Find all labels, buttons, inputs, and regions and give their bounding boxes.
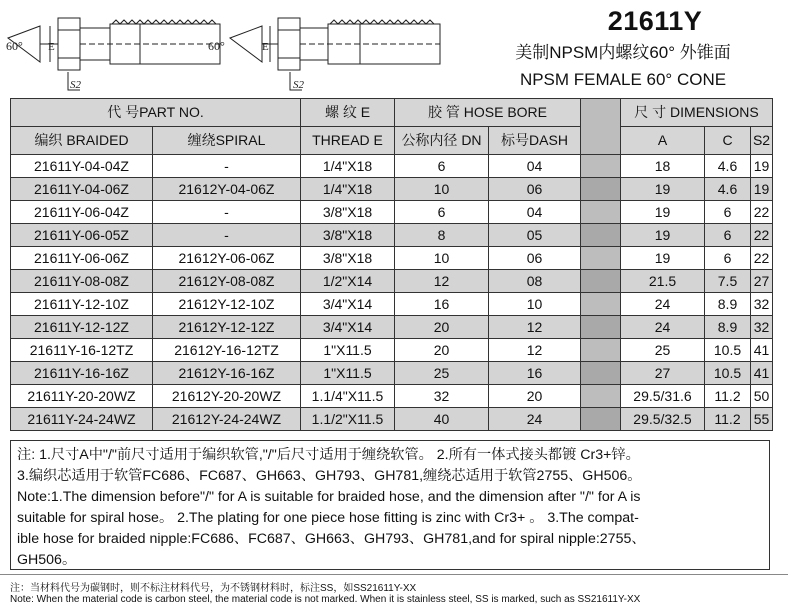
spiral-cell: 21612Y-12-12Z [153, 316, 301, 339]
braided-cell: 21611Y-20-20WZ [11, 385, 153, 408]
a-cell: 29.5/32.5 [621, 408, 705, 431]
dn-cell: 20 [395, 316, 489, 339]
thread-cell: 1"X11.5 [301, 362, 395, 385]
note-line: 注: 1.尺寸A中"/"前尺寸适用于编织软管,"/"后尺寸适用于缠绕软管。 2.所有一体式接头都镀 Cr3+锌。 [17, 447, 640, 463]
s2-header: S2 [751, 127, 773, 155]
table-row [11, 362, 773, 385]
c-cell: 10.5 [705, 339, 751, 362]
thread-cell: 3/4"X14 [301, 293, 395, 316]
braided-cell: 21611Y-04-04Z [11, 155, 153, 178]
thread-cell: 1.1/4"X11.5 [301, 385, 395, 408]
subtitle-english: NPSM FEMALE 60° CONE [519, 70, 727, 89]
s2-cell: 50 [751, 385, 773, 408]
thread-cell: 3/8"X18 [301, 201, 395, 224]
dn-cell: 6 [395, 155, 489, 178]
dn-cell: 40 [395, 408, 489, 431]
spiral-cell: - [153, 201, 301, 224]
braided-cell: 21611Y-06-05Z [11, 224, 153, 247]
spiral-cell: 21612Y-04-06Z [153, 178, 301, 201]
c-cell: 11.2 [705, 385, 751, 408]
table-row [11, 224, 773, 247]
subtitle-chinese: 美制NPSM内螺纹60° 外锥面 [515, 43, 731, 62]
note-line: suitable for spiral hose。 2.The plating for one piece hose fitting is zinc with Cr3+ 。 3.The compat- [17, 510, 639, 526]
table-row [11, 270, 773, 293]
hose-bore-header: 胶 管 HOSE BORE [395, 99, 581, 127]
table-row [11, 247, 773, 270]
table-row [11, 201, 773, 224]
dn-cell: 16 [395, 293, 489, 316]
table-row [11, 155, 773, 178]
thread-cell: 1/4"X18 [301, 178, 395, 201]
thread-header: THREAD E [301, 127, 395, 155]
dn-cell: 10 [395, 178, 489, 201]
c-cell: 6 [705, 201, 751, 224]
blank-cell [581, 224, 621, 247]
table-row [11, 385, 773, 408]
s2-label-1: S2 [70, 79, 81, 91]
braided-cell: 21611Y-16-12TZ [11, 339, 153, 362]
dn-header: 公称内径 DN [395, 127, 489, 155]
blank-cell [581, 155, 621, 178]
dash-cell: 05 [489, 224, 581, 247]
c-cell: 6 [705, 247, 751, 270]
table-row [11, 339, 773, 362]
dash-cell: 24 [489, 408, 581, 431]
s2-label-2: S2 [293, 79, 304, 91]
footer-note-chinese: 注：当材料代号为碳钢时，则不标注材料代号，为不锈钢材料时，标注SS，如SS21611Y-XX [10, 583, 417, 594]
blank-cell [581, 247, 621, 270]
braided-cell: 21611Y-24-24WZ [11, 408, 153, 431]
dash-cell: 06 [489, 178, 581, 201]
a-cell: 29.5/31.6 [621, 385, 705, 408]
s2-cell: 32 [751, 316, 773, 339]
footer-note-english: Note: When the material code is carbon steel, the material code is not marked. When it is stainless steel, SS is marked, such as SS21611Y-XX [10, 594, 641, 605]
spiral-cell: 21612Y-24-24WZ [153, 408, 301, 431]
spiral-header: 缠绕SPIRAL [153, 127, 301, 155]
c-cell: 4.6 [705, 155, 751, 178]
thread-cell: 1/2"X14 [301, 270, 395, 293]
s2-cell: 22 [751, 201, 773, 224]
dash-cell: 12 [489, 316, 581, 339]
blank-cell [581, 385, 621, 408]
dash-cell: 04 [489, 155, 581, 178]
blank-cell [581, 362, 621, 385]
fitting-drawings [0, 0, 470, 96]
c-cell: 8.9 [705, 293, 751, 316]
braided-header: 编织 BRAIDED [11, 127, 153, 155]
a-cell: 24 [621, 293, 705, 316]
s2-cell: 19 [751, 178, 773, 201]
table-row [11, 293, 773, 316]
a-cell: 19 [621, 178, 705, 201]
fitting-drawing-spiral [230, 18, 440, 90]
a-header: A [621, 127, 705, 155]
sub-header-row [11, 127, 773, 155]
blank-cell [581, 408, 621, 431]
fitting-drawing-braided [8, 18, 220, 90]
a-cell: 19 [621, 247, 705, 270]
note-line: 3.编织芯适用于软管FC686、FC687、GH663、GH793、GH781,缠绕芯适用于软管2755、GH506。 [17, 468, 642, 484]
blank-header-cell [581, 99, 621, 155]
table-row [11, 316, 773, 339]
braided-cell: 21611Y-12-12Z [11, 316, 153, 339]
thread-cell: 1/4"X18 [301, 155, 395, 178]
dn-cell: 6 [395, 201, 489, 224]
spiral-cell: 21612Y-06-06Z [153, 247, 301, 270]
dash-cell: 12 [489, 339, 581, 362]
braided-cell: 21611Y-06-06Z [11, 247, 153, 270]
note-line: Note:1.The dimension before"/" for A is suitable for braided hose, and the dimension after "/" for A is [17, 489, 641, 505]
table-body [11, 155, 773, 431]
a-cell: 27 [621, 362, 705, 385]
blank-cell [581, 178, 621, 201]
s2-cell: 27 [751, 270, 773, 293]
blank-cell [581, 293, 621, 316]
spiral-cell: 21612Y-08-08Z [153, 270, 301, 293]
dash-cell: 16 [489, 362, 581, 385]
angle-label-2: 60° [208, 39, 225, 53]
spiral-cell: 21612Y-16-12TZ [153, 339, 301, 362]
dn-cell: 25 [395, 362, 489, 385]
table-row [11, 178, 773, 201]
c-cell: 4.6 [705, 178, 751, 201]
s2-cell: 41 [751, 362, 773, 385]
a-cell: 21.5 [621, 270, 705, 293]
braided-cell: 21611Y-06-04Z [11, 201, 153, 224]
dn-cell: 8 [395, 224, 489, 247]
dimensions-header: 尺 寸 DIMENSIONS [621, 99, 773, 127]
dn-cell: 20 [395, 339, 489, 362]
c-cell: 8.9 [705, 316, 751, 339]
group-header-row [11, 99, 773, 127]
notes-box [10, 440, 770, 570]
table-row [11, 408, 773, 431]
product-title: 21611Y [607, 6, 703, 36]
spec-table [10, 98, 773, 431]
e-label-1: E [48, 41, 55, 53]
e-label-2: E [262, 41, 269, 53]
blank-cell [581, 339, 621, 362]
spiral-cell: - [153, 155, 301, 178]
thread-cell: 1.1/2"X11.5 [301, 408, 395, 431]
braided-cell: 21611Y-12-10Z [11, 293, 153, 316]
braided-cell: 21611Y-16-16Z [11, 362, 153, 385]
a-cell: 24 [621, 316, 705, 339]
thread-cell: 3/8"X18 [301, 247, 395, 270]
c-header: C [705, 127, 751, 155]
s2-cell: 32 [751, 293, 773, 316]
s2-cell: 22 [751, 224, 773, 247]
dn-cell: 32 [395, 385, 489, 408]
a-cell: 18 [621, 155, 705, 178]
a-cell: 19 [621, 224, 705, 247]
thread-cell: 1"X11.5 [301, 339, 395, 362]
dn-cell: 12 [395, 270, 489, 293]
c-cell: 6 [705, 224, 751, 247]
dash-cell: 04 [489, 201, 581, 224]
blank-cell [581, 316, 621, 339]
note-line: ible hose for braided nipple:FC686、FC687、GH663、GH793、GH781,and for spiral nipple:2755、 [17, 531, 646, 547]
a-cell: 19 [621, 201, 705, 224]
dash-cell: 06 [489, 247, 581, 270]
s2-cell: 19 [751, 155, 773, 178]
dash-header: 标号DASH [489, 127, 581, 155]
c-cell: 10.5 [705, 362, 751, 385]
s2-cell: 55 [751, 408, 773, 431]
spiral-cell: 21612Y-20-20WZ [153, 385, 301, 408]
part-no-header: 代 号PART NO. [11, 99, 301, 127]
dash-cell: 08 [489, 270, 581, 293]
braided-cell: 21611Y-08-08Z [11, 270, 153, 293]
dash-cell: 20 [489, 385, 581, 408]
dn-cell: 10 [395, 247, 489, 270]
c-cell: 11.2 [705, 408, 751, 431]
blank-cell [581, 270, 621, 293]
thread-group-header: 螺 纹 E [301, 99, 395, 127]
spiral-cell: 21612Y-16-16Z [153, 362, 301, 385]
s2-cell: 41 [751, 339, 773, 362]
divider [0, 574, 788, 575]
blank-cell [581, 201, 621, 224]
braided-cell: 21611Y-04-06Z [11, 178, 153, 201]
s2-cell: 22 [751, 247, 773, 270]
note-line: GH506。 [17, 552, 77, 568]
c-cell: 7.5 [705, 270, 751, 293]
dash-cell: 10 [489, 293, 581, 316]
a-cell: 25 [621, 339, 705, 362]
thread-cell: 3/4"X14 [301, 316, 395, 339]
thread-cell: 3/8"X18 [301, 224, 395, 247]
spiral-cell: - [153, 224, 301, 247]
spiral-cell: 21612Y-12-10Z [153, 293, 301, 316]
angle-label-1: 60° [6, 39, 23, 53]
